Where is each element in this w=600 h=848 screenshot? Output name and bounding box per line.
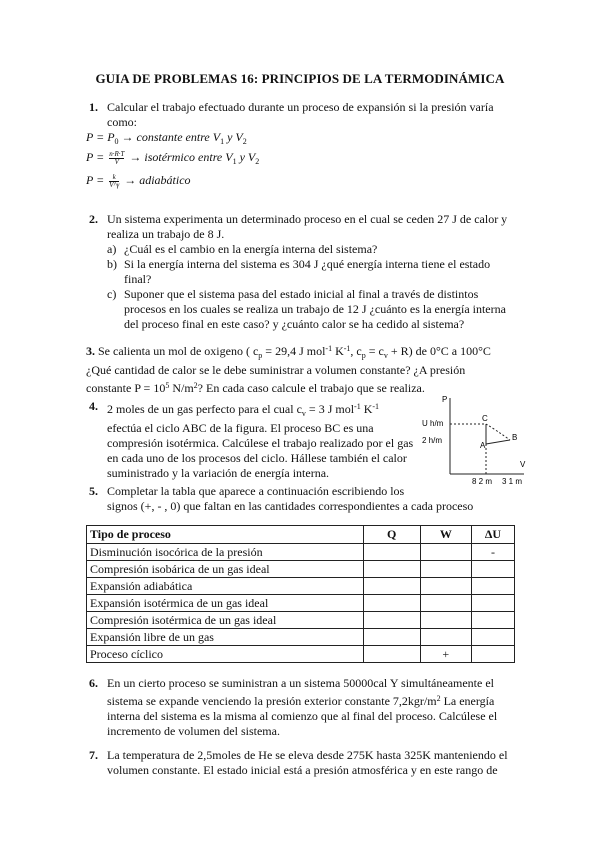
page-title: GUIA DE PROBLEMAS 16: PRINCIPIOS DE LA TERMODINÁMICA [95, 71, 505, 86]
axis-v-label: V [520, 460, 526, 469]
point-a-label: A [480, 441, 486, 450]
table-row [87, 612, 515, 629]
sign-cell [363, 561, 420, 578]
process-name-cell: Compresión isotérmica de un gas ideal [87, 612, 364, 629]
problem-7-text: La temperatura de 2,5moles de He se eleva desde 275K hasta 325K manteniendo el volumen constante. El estado inicial está a presión atmosférica y en este rango de [107, 748, 508, 777]
problem-2-subitems [107, 242, 519, 332]
sign-cell [471, 578, 514, 595]
sign-cell [420, 629, 471, 646]
problem-2-number: 2. [89, 212, 98, 226]
problem-6-text: En un cierto proceso se suministran a un sistema 50000cal Y simultáneamente el sistema se expande venciendo la presión exterior constante $7,2kgr/m^2$ La energía interna del sistema es la misma al comienzo que al final del proceso. Calcúlese el incremento de volumen del sistema. [107, 676, 498, 738]
subitem-a: a) ¿Cuál es el cambio en la energía interna del sistema? [107, 242, 378, 256]
p-upper-label: U h/m [422, 419, 444, 428]
problem-1-text [107, 100, 519, 130]
problem-4-number: 4. [89, 399, 98, 413]
process-signs-table [86, 525, 515, 663]
sign-cell [363, 646, 420, 663]
sign-cell [420, 578, 471, 595]
header-process-type: Tipo de proceso [87, 526, 364, 544]
fraction-nrt-v: $\frac{n\cdot R\cdot T}{V}$ [109, 149, 125, 166]
problem-3-text [86, 341, 519, 396]
table-row [87, 595, 515, 612]
table-row [87, 629, 515, 646]
process-name-cell: Expansión isotérmica de un gas ideal [87, 595, 364, 612]
process-bc-isotherm [486, 424, 510, 440]
process-name-cell: Expansión adiabática [87, 578, 364, 595]
problem-5-number: 5. [89, 484, 98, 498]
sign-cell [471, 612, 514, 629]
problem-3-line-1: 3. Se calienta un mol de oxigeno ( $c_p = 29,4$ J mol$^{-1}$ $K^{-1}$, $c_p = c_v + R$) de 0°C a 100°C [86, 344, 491, 360]
problem-1-line-2: como: [107, 115, 137, 129]
table-row [87, 646, 515, 663]
problem-1-number: 1. [89, 100, 98, 114]
sign-cell [363, 578, 420, 595]
sign-cell [363, 544, 420, 561]
sign-cell [471, 561, 514, 578]
p-lower-label: 2 h/m [422, 436, 443, 445]
process-ab [486, 440, 510, 444]
sign-cell [471, 595, 514, 612]
sign-cell [420, 595, 471, 612]
v-right-label: 3 1 m [502, 477, 523, 484]
problem-4-line-1: 2 moles de un gas perfecto para el cual $c_v = 3$ J mol$^{-1}$ $K^{-1}$ [107, 402, 380, 418]
sign-cell [420, 612, 471, 629]
sign-cell [363, 595, 420, 612]
v-left-label: 8 2 m [472, 477, 493, 484]
problem-1-line-1: Calcular el trabajo efectuado durante un proceso de expansión si la presión varía [107, 100, 494, 114]
process-name-cell: Compresión isobárica de un gas ideal [87, 561, 364, 578]
point-c-label: C [482, 414, 488, 423]
header-q: Q [363, 526, 420, 544]
process-name-cell: Disminución isocórica de la presión [87, 544, 364, 561]
sign-cell: - [471, 544, 514, 561]
sign-cell [420, 544, 471, 561]
problem-4-text: 2 moles de un gas perfecto para el cual $c_v = 3$ J mol$^{-1}$ $K^{-1}$ efectúa el ciclo ABC de la figura. El proceso BC es una compresión isotérmica. Calcúlese el trabajo realizado por el gas en cada uno de los procesos del ciclo. Hállese también el calor suministrado y la variación de energía interna. [107, 399, 420, 481]
process-name-cell: Expansión libre de un gas [87, 629, 364, 646]
problem-7-number: 7. [89, 748, 98, 762]
sign-cell: + [420, 646, 471, 663]
sign-cell [363, 612, 420, 629]
sign-cell [363, 629, 420, 646]
axis-p-label: P [442, 395, 448, 404]
pv-cycle-diagram [420, 392, 530, 484]
subitem-c: c) Suponer que el sistema pasa del estado inicial al final a través de distintos procesos en los cuales se realiza un trabajo de 12 J ¿cuánto es la energía interna del proceso final en este caso? y ¿cuánto calor se ha cedido al sistema? [107, 287, 506, 331]
header-w: W [420, 526, 471, 544]
problem-2-line-1: Un sistema experimenta un determinado proceso en el cual se ceden 27 J de calor y [107, 212, 508, 226]
formula-constant: $P = P_0$ → constante entre $V_1$ y $V_2$ [86, 130, 247, 146]
header-delta-u: ΔU [471, 526, 514, 544]
problem-2-text [107, 212, 519, 242]
formula-adiabatic: P = $\frac{k}{V\^{}\gamma}$ → adiabático [86, 172, 191, 189]
problem-5-text: Completar la tabla que aparece a continuación escribiendo los signos (+, - , 0) que faltan en las cantidades correspondientes a cada proceso [107, 484, 474, 513]
table-row [87, 561, 515, 578]
table-header-row [87, 526, 515, 544]
point-b-label: B [512, 433, 518, 442]
sign-cell [471, 646, 514, 663]
problem-3-line-2: ¿Qué cantidad de calor se le debe suministrar a volumen constante? ¿A presión [86, 363, 466, 377]
process-name-cell: Proceso cíclico [87, 646, 364, 663]
sign-cell [471, 629, 514, 646]
problem-6-number: 6. [89, 676, 98, 690]
table-row [87, 544, 515, 561]
sign-cell [420, 561, 471, 578]
fraction-k-v-gamma: $\frac{k}{V\^{}\gamma}$ [109, 172, 120, 189]
subitem-b: b) Si la energía interna del sistema es 304 J ¿qué energía interna tiene el estado final? [107, 257, 491, 286]
formula-isothermal: P = $\frac{n\cdot R\cdot T}{V}$ → isotérmico entre $V_1$ y $V_2$ [86, 149, 260, 166]
problem-3-line-3: constante $P = 10^5$ $N/m^2$? En cada caso calcule el trabajo que se realiza. [86, 381, 425, 395]
table-row [87, 578, 515, 595]
problem-2-line-2: realiza un trabajo de 8 J. [107, 227, 225, 241]
